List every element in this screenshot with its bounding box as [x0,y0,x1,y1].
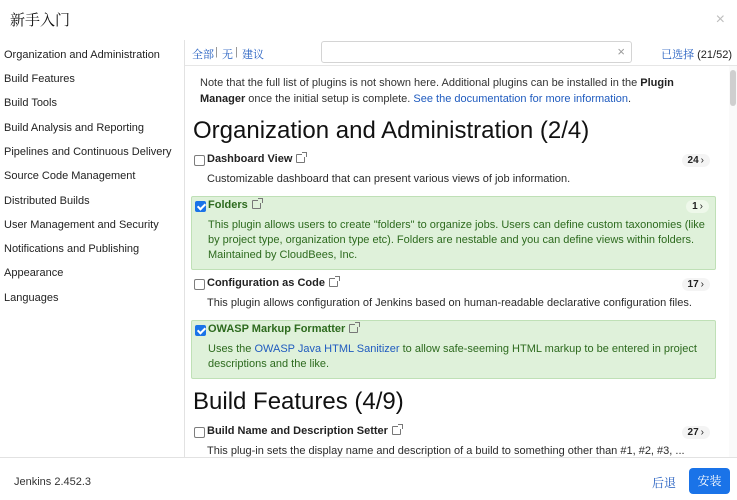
plugin-checkbox[interactable] [194,427,205,438]
dialog-title: 新手入门 [10,12,71,29]
note-text: once the initial setup is complete. [245,93,414,105]
plugin-description [208,342,711,372]
plugin-search-input[interactable] [322,42,612,62]
plugin-description: Customizable dashboard that can present various views of job information. [207,173,571,185]
scrollbar-thumb[interactable] [730,70,736,106]
plugin-name[interactable] [208,323,358,335]
dependency-count-badge[interactable] [686,200,709,213]
external-link-icon[interactable] [296,154,305,163]
plugin-name-text: OWASP Markup Formatter [208,323,346,335]
plugin-row [191,275,716,317]
external-link-icon[interactable] [329,278,338,287]
close-icon[interactable]: × [715,11,725,28]
plugin-name[interactable] [208,199,261,211]
plugin-row-selected [191,320,716,379]
select-none-link[interactable]: 无 [222,49,233,61]
selected-label[interactable]: 已选择 [661,49,695,61]
section-title-organization: Organization and Administration (2/4) [193,117,590,144]
external-link-icon[interactable] [349,324,358,333]
note-text: Note that the full list of plugins is not shown here. Additional plugins can be installed in the [200,77,641,89]
sidebar-item-languages[interactable]: Languages [4,292,59,304]
dependency-count: 1 [692,201,698,212]
note-text: . [628,93,632,105]
plugin-description: This plug-in sets the display name and description of a build to something other than #1, #2, #3, ... [207,445,685,457]
plugin-row [191,423,716,457]
dependency-count-badge[interactable] [682,154,710,167]
plugin-checkbox[interactable] [194,155,205,166]
dependency-count: 24 [687,155,699,166]
plugin-name-text: Folders [208,199,248,211]
plugin-manager-text: Plugin Manager [200,77,674,105]
sidebar-item-distributed-builds[interactable]: Distributed Builds [4,195,90,207]
plugin-description: This plugin allows configuration of Jenkins based on human-readable declarative configuration files. [207,297,692,309]
chevron-right-icon: › [700,279,704,290]
description-text: Uses the [208,343,255,355]
dependency-count: 27 [687,427,699,438]
sidebar-item-build-analysis[interactable]: Build Analysis and Reporting [4,122,145,134]
selection-toolbar [185,40,737,66]
sidebar-item-build-features[interactable]: Build Features [4,73,75,85]
plugin-name-text: Configuration as Code [207,277,325,289]
plugin-row-selected [191,196,716,270]
category-sidebar [0,40,185,457]
plugin-name[interactable] [207,425,401,437]
sidebar-item-appearance[interactable]: Appearance [4,267,64,279]
clear-search-icon[interactable]: × [617,44,625,59]
selected-count-value: (21/52) [697,49,732,61]
plugin-name[interactable] [207,153,305,165]
dependency-count-badge[interactable] [682,426,710,439]
chevron-right-icon: › [700,427,704,438]
description-text: to allow safe-seeming HTML markup to be entered in project descriptions and the like. [208,343,697,370]
toolbar-separator: | [215,46,218,58]
external-link-icon[interactable] [392,426,401,435]
plugin-list-note [200,75,720,107]
plugin-checkbox-checked[interactable] [195,201,206,212]
chevron-right-icon: › [699,201,703,212]
plugin-row [191,151,716,191]
sidebar-item-notifications[interactable]: Notifications and Publishing [4,243,140,255]
select-all-link[interactable]: 全部 [192,49,214,61]
documentation-link[interactable]: See the documentation for more information [413,93,629,105]
external-link-icon[interactable] [252,200,261,209]
section-title-build-features: Build Features (4/9) [193,388,404,415]
owasp-sanitizer-link[interactable]: OWASP Java HTML Sanitizer [254,343,400,355]
plugin-name-text: Dashboard View [207,153,293,165]
sidebar-item-build-tools[interactable]: Build Tools [4,97,57,109]
plugin-checkbox[interactable] [194,279,205,290]
sidebar-item-user-management[interactable]: User Management and Security [4,219,159,231]
dialog-footer [0,457,737,500]
install-button[interactable]: 安装 [689,468,730,494]
select-suggested-link[interactable]: 建议 [242,49,264,61]
selected-count[interactable] [661,46,732,62]
scrollbar-track[interactable] [729,66,737,457]
dependency-count-badge[interactable] [682,278,710,291]
sidebar-item-scm[interactable]: Source Code Management [4,170,136,182]
dependency-count: 17 [687,279,699,290]
toolbar-separator: | [235,46,238,58]
back-button[interactable]: 后退 [652,476,677,490]
jenkins-version: Jenkins 2.452.3 [14,476,92,488]
dialog-titlebar [0,0,737,40]
plugin-name-text: Build Name and Description Setter [207,425,388,437]
plugin-search-field [321,41,632,63]
plugin-name[interactable] [207,277,338,289]
plugin-list-panel [185,66,729,457]
sidebar-item-organization[interactable]: Organization and Administration [4,49,160,61]
plugin-description: This plugin allows users to create "folders" to organize jobs. Users can define custom taxonomies (like by project type, organization type etc). Folders are nestable and you can define views within folders. Maintained by CloudBees, Inc. [208,219,705,261]
chevron-right-icon: › [700,155,704,166]
plugin-checkbox-checked[interactable] [195,325,206,336]
sidebar-item-pipelines[interactable]: Pipelines and Continuous Delivery [4,146,172,158]
